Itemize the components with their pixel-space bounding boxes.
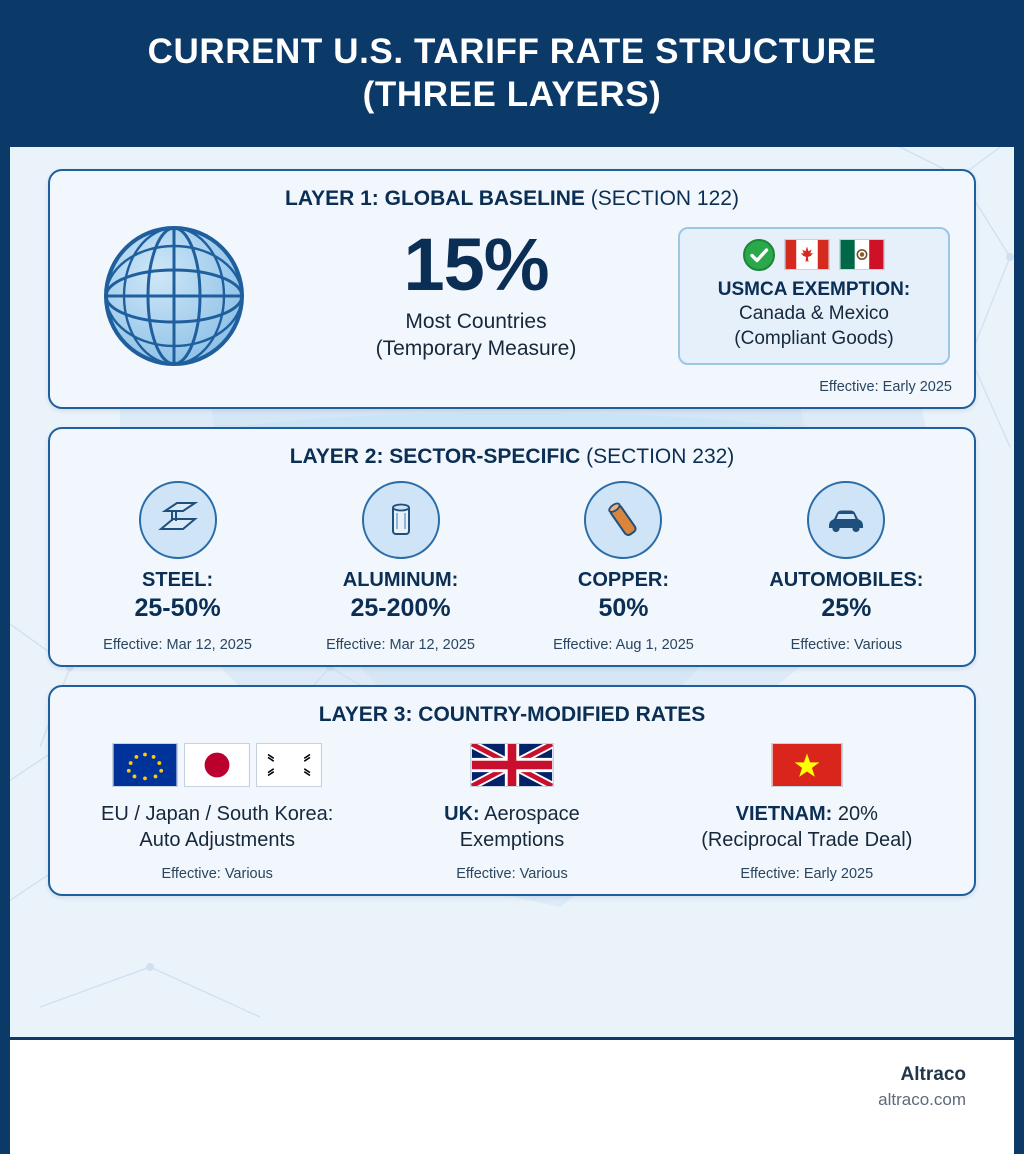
layer-1-title — [68, 187, 956, 211]
footer — [0, 1037, 1024, 1154]
layers-container — [0, 147, 1024, 896]
global-baseline-rate: 15% — [403, 222, 549, 306]
country-text-vietnam — [662, 801, 952, 854]
layer-2-title-bold: LAYER 2: SECTOR-SPECIFIC — [289, 445, 581, 468]
sector-rate-steel: 25-50% — [134, 594, 221, 622]
country-line-1-uk-rest: Aerospace — [479, 803, 580, 825]
country-line-1-vietnam — [662, 801, 952, 827]
sector-rate-automobiles: 25% — [821, 594, 872, 622]
layer-3-title-bold: LAYER 3: COUNTRY-MODIFIED RATES — [318, 703, 706, 726]
country-line-1-uk — [367, 801, 657, 827]
brand-url[interactable]: altraco.com — [878, 1090, 966, 1109]
japan-flag — [184, 743, 250, 787]
vietnam-flag — [771, 743, 843, 787]
usmca-exemption-box — [678, 227, 950, 365]
layer-3-title — [68, 703, 956, 727]
page-title-line-2: (THREE LAYERS) — [362, 74, 662, 114]
country-effective-uk: Effective: Various — [456, 865, 568, 882]
usmca-line-1: Canada & Mexico — [739, 302, 889, 324]
layer-2-card — [48, 427, 976, 667]
country-label-vietnam: VIETNAM: — [735, 803, 833, 825]
country-group-uk — [367, 741, 657, 882]
header-banner — [0, 0, 1024, 147]
sector-effective-automobiles: Effective: Various — [790, 637, 903, 653]
usmca-title: USMCA EXEMPTION: — [717, 278, 911, 300]
canada-flag — [784, 239, 830, 270]
country-group-vietnam — [662, 741, 952, 882]
aluminum-can-icon — [362, 481, 440, 559]
copper-pipe-icon — [584, 481, 662, 559]
layer-1-card — [48, 169, 976, 409]
left-rail — [0, 0, 10, 1154]
check-circle-icon — [743, 239, 775, 271]
page-title-line-1: CURRENT U.S. TARIFF RATE STRUCTURE — [147, 31, 877, 71]
eu-flag — [112, 743, 178, 787]
car-icon — [807, 481, 885, 559]
sector-name-copper: COPPER: — [577, 569, 670, 591]
global-baseline-subtext-line-1: Most Countries — [405, 309, 547, 333]
country-line-1-eu-japan-korea: EU / Japan / South Korea: — [101, 803, 334, 825]
south-korea-flag — [256, 743, 322, 787]
sector-effective-copper: Effective: Aug 1, 2025 — [553, 637, 694, 653]
sector-name-aluminum: ALUMINUM: — [342, 569, 459, 591]
sector-name-automobiles: AUTOMOBILES: — [769, 569, 924, 591]
country-line-1-vietnam-rest: 20% — [832, 803, 878, 825]
globe-icon — [74, 221, 274, 371]
mexico-flag — [839, 239, 885, 270]
sector-name-steel: STEEL: — [142, 569, 214, 591]
flag-row-eu-japan-korea — [72, 741, 362, 789]
usmca-flag-row — [690, 239, 938, 271]
global-baseline-subtext-line-2: (Temporary Measure) — [375, 337, 577, 361]
country-line-2-vietnam: (Reciprocal Trade Deal) — [701, 829, 913, 852]
steel-beam-icon — [139, 481, 217, 559]
country-group-eu-japan-korea — [72, 741, 362, 882]
country-effective-eu-japan-korea: Effective: Various — [161, 865, 273, 882]
layer-2-title — [68, 445, 956, 469]
country-effective-vietnam: Effective: Early 2025 — [740, 865, 874, 882]
uk-flag — [470, 743, 554, 787]
usmca-line-2: (Compliant Goods) — [734, 328, 894, 349]
country-line-2-eu-japan-korea: Auto Adjustments — [139, 829, 296, 852]
sector-item-copper — [518, 481, 729, 653]
layer-3-card — [48, 685, 976, 896]
sector-item-automobiles — [741, 481, 952, 653]
country-text-eu-japan-korea — [72, 801, 362, 854]
brand-name: Altraco — [900, 1064, 966, 1085]
sector-rate-aluminum: 25-200% — [350, 594, 451, 622]
layer-1-title-bold: LAYER 1: GLOBAL BASELINE — [285, 187, 585, 210]
flag-row-vietnam — [662, 741, 952, 789]
sector-item-steel — [72, 481, 283, 653]
global-baseline-subtext — [274, 308, 678, 363]
layer-1-title-light: (SECTION 122) — [590, 187, 739, 210]
layer-2-title-light: (SECTION 232) — [586, 445, 735, 468]
country-line-2-uk: Exemptions — [459, 829, 565, 852]
right-rail — [1014, 0, 1024, 1154]
flag-row-uk — [367, 741, 657, 789]
sector-rate-copper: 50% — [598, 594, 649, 622]
sector-effective-steel: Effective: Mar 12, 2025 — [103, 637, 253, 653]
country-text-uk — [367, 801, 657, 854]
global-baseline-rate-block — [274, 222, 678, 363]
country-label-uk: UK: — [444, 803, 480, 825]
sector-item-aluminum — [295, 481, 506, 653]
layer-1-effective-date: Effective: Early 2025 — [819, 379, 952, 395]
sector-effective-aluminum: Effective: Mar 12, 2025 — [326, 637, 475, 653]
